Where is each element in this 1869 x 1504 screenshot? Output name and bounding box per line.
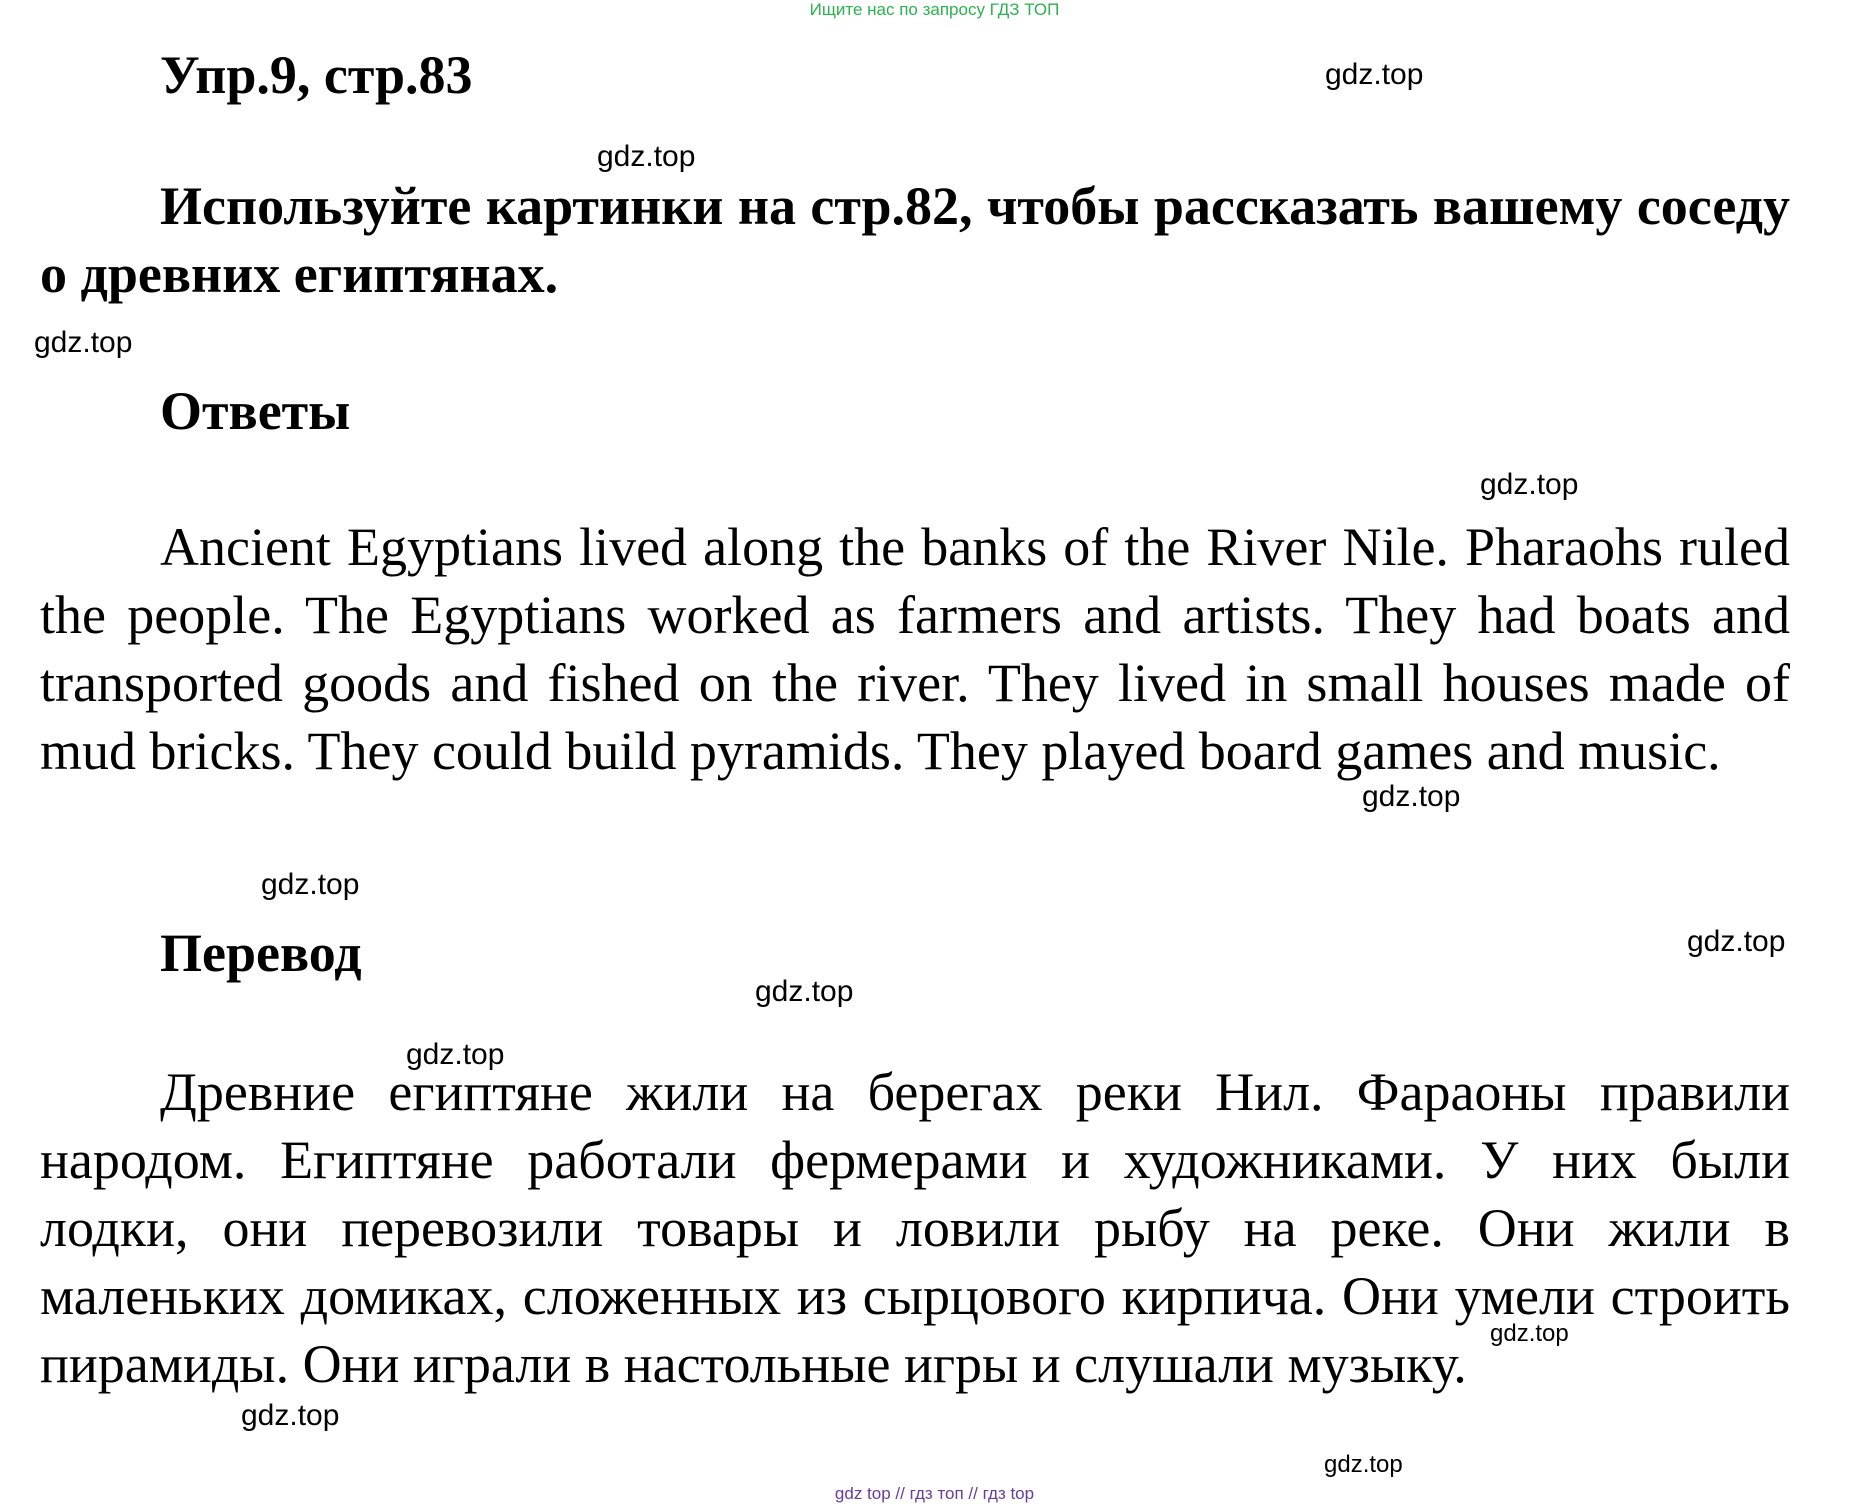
translation-heading: Перевод [160,923,362,983]
translation-paragraph: Древние египтяне жили на берегах реки Нил. Фараоны правили народом. Египтяне работали фермерами и художниками. У них были лодки, они перевозили товары и ловили рыбу на реке. Они жили в маленьких домиках, сложенных из сырцового кирпича. Они умели строить пирамиды. Они играли в настольные игры и слушали музыку. [40,1062,1790,1394]
watermark: gdz.top [34,326,133,359]
watermark: gdz.top [241,1399,340,1432]
watermark: gdz.top [406,1038,505,1071]
watermark: gdz.top [1362,780,1461,813]
answer-paragraph: Ancient Egyptians lived along the banks of the River Nile. Pharaohs ruled the people. The Egyptians worked as farmers and artists. They had boats and transported goods and fished on the river. They lived in small houses made of mud bricks. They could build pyramids. They played board games and music. [40,517,1790,781]
page-title: Упр.9, стр.83 [160,45,473,105]
footer-links: gdz top // гдз топ // гдз top [834,1484,1035,1503]
watermark: gdz.top [1325,58,1424,91]
watermark: gdz.top [1687,925,1786,958]
watermark: gdz.top [597,140,696,173]
top-banner: Ищите нас по запросу ГДЗ ТОП [809,0,1060,19]
watermark: gdz.top [261,868,360,901]
watermark: gdz.top [1324,1451,1403,1478]
watermark: gdz.top [1480,468,1579,501]
watermark: gdz.top [1490,1320,1569,1347]
watermark: gdz.top [755,975,854,1008]
answers-heading: Ответы [160,381,351,441]
task-text: Используйте картинки на стр.82, чтобы рассказать вашему соседу о древних египтянах. [40,176,1790,304]
